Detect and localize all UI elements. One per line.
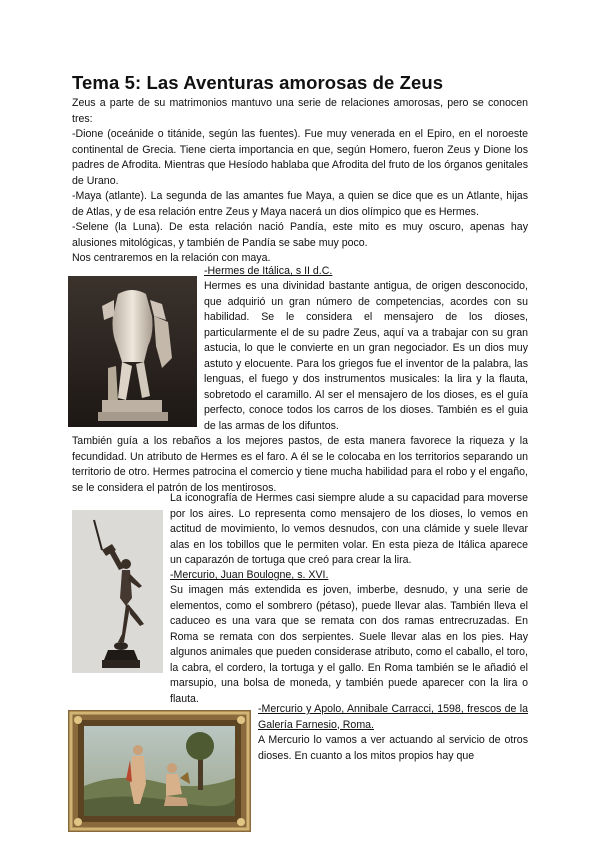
intro-dione: -Dione (oceánide o titánide, según las fuentes). Fue muy venerada en el Epiro, en el noroeste continental de Grecia. Tiene cierta importancia en que, según Homero, fueron Zeus y Dione los padres de Afrodita. Mientras que Hesíodo hablaba que Afrodita del fruto de los órganos genitales de Urano. bbox=[72, 128, 528, 187]
intro-maya: -Maya (atlante). La segunda de las amantes fue Maya, a quien se dice que es un Atlante, hijas de Atlas, y de esa relación entre Zeus y Maya nacerá un dios olímpico que es Hermes. bbox=[72, 190, 528, 218]
final-paragraph: A Mercurio lo vamos a ver actuando al servicio de otros dioses. En cuanto a los mitos propios hay que bbox=[258, 734, 528, 762]
page-title: Tema 5: Las Aventuras amorosas de Zeus bbox=[72, 72, 444, 93]
hermes-description-continued: También guía a los rebaños a los mejores pastos, de esta manera favorece la riqueza y la fecundidad. Un atributo de Hermes es el faro. A él se le colocaba en los territorios separando un territorio de otro. Hermes patrocina el comercio y tiene mucha habilidad para el robo y el engaño, se le considera el patrón de los mentirosos. bbox=[72, 435, 528, 494]
caption-mercurio-apolo: -Mercurio y Apolo, Annibale Carracci, 1598, frescos de la Galería Farnesio, Roma. bbox=[258, 703, 528, 731]
mercurio-apolo-fresco-photo bbox=[68, 710, 251, 832]
caption-mercurio-boulogne: -Mercurio, Juan Boulogne, s. XVI. bbox=[170, 569, 329, 581]
hermes-description: Hermes es una divinidad bastante antigua, de origen desconocido, que adquirió un gran número de competencias, acordes con su habilidad. Se le considera el mensajero de los dioses, particularmente el de su padre Zeus, aquí va a trabajar con su gran astucia, lo que le convierte en un gran negociador. Es un dios muy astuto y elocuente. Para los griegos fue el inventor de la palabra, las lenguas, el fuego y dos instrumentos musicales: la lira y la flauta, sobretodo el caramillo. Al ser el mensajero de los dioses, es el guía perfecto, conoce todos los carros de los dioses. También es el guia de las armas de los difuntos. bbox=[204, 280, 528, 432]
intro-selene: -Selene (la Luna). De esta relación nació Pandía, este mito es muy oscuro, apenas hay alusiones mitológicas, y también de Pandía se sabe muy poco. bbox=[72, 221, 528, 249]
image-description: Su imagen más extendida es joven, imberbe, desnudo, y una serie de elementos, como el sombrero (pétaso), puede llevar alas. También lleva el caduceo es una vara que se remata con dos ramas entrecruzadas. En Roma se remata con dos serpientes. Suele llevar alas en los pies. Hay algunos animales que pueden considerase atributo, como el caballo, el toro, la cabra, el cordero, la tortuga y el gallo. En Roma también se le añadió el marsupio, una bolsa de moneda, y también puede aparecer con la lira o flauta. bbox=[170, 584, 528, 705]
hermes-italica-photo bbox=[68, 276, 197, 427]
caption-hermes-italica: -Hermes de Itálica, s II d.C. bbox=[204, 265, 333, 277]
intro-line-1: Zeus a parte de su matrimonios mantuvo una serie de relaciones amorosas, pero se conocen tres: bbox=[72, 97, 528, 125]
intro-focus: Nos centraremos en la relación con maya. bbox=[72, 252, 271, 264]
iconography-description: La iconografía de Hermes casi siempre alude a su capacidad para moverse por los aires. Lo representa como mensajero de los dioses, lo vemos en actitud de movimiento, lo vemos desnudos, con una clámide y suele llevar alas en los tobillos que le permiten volar. En esta pieza de Itálica aparece un caparazón de tortuga que creó para crear la lira. bbox=[170, 492, 528, 566]
mercurio-bronze-photo bbox=[72, 510, 163, 673]
